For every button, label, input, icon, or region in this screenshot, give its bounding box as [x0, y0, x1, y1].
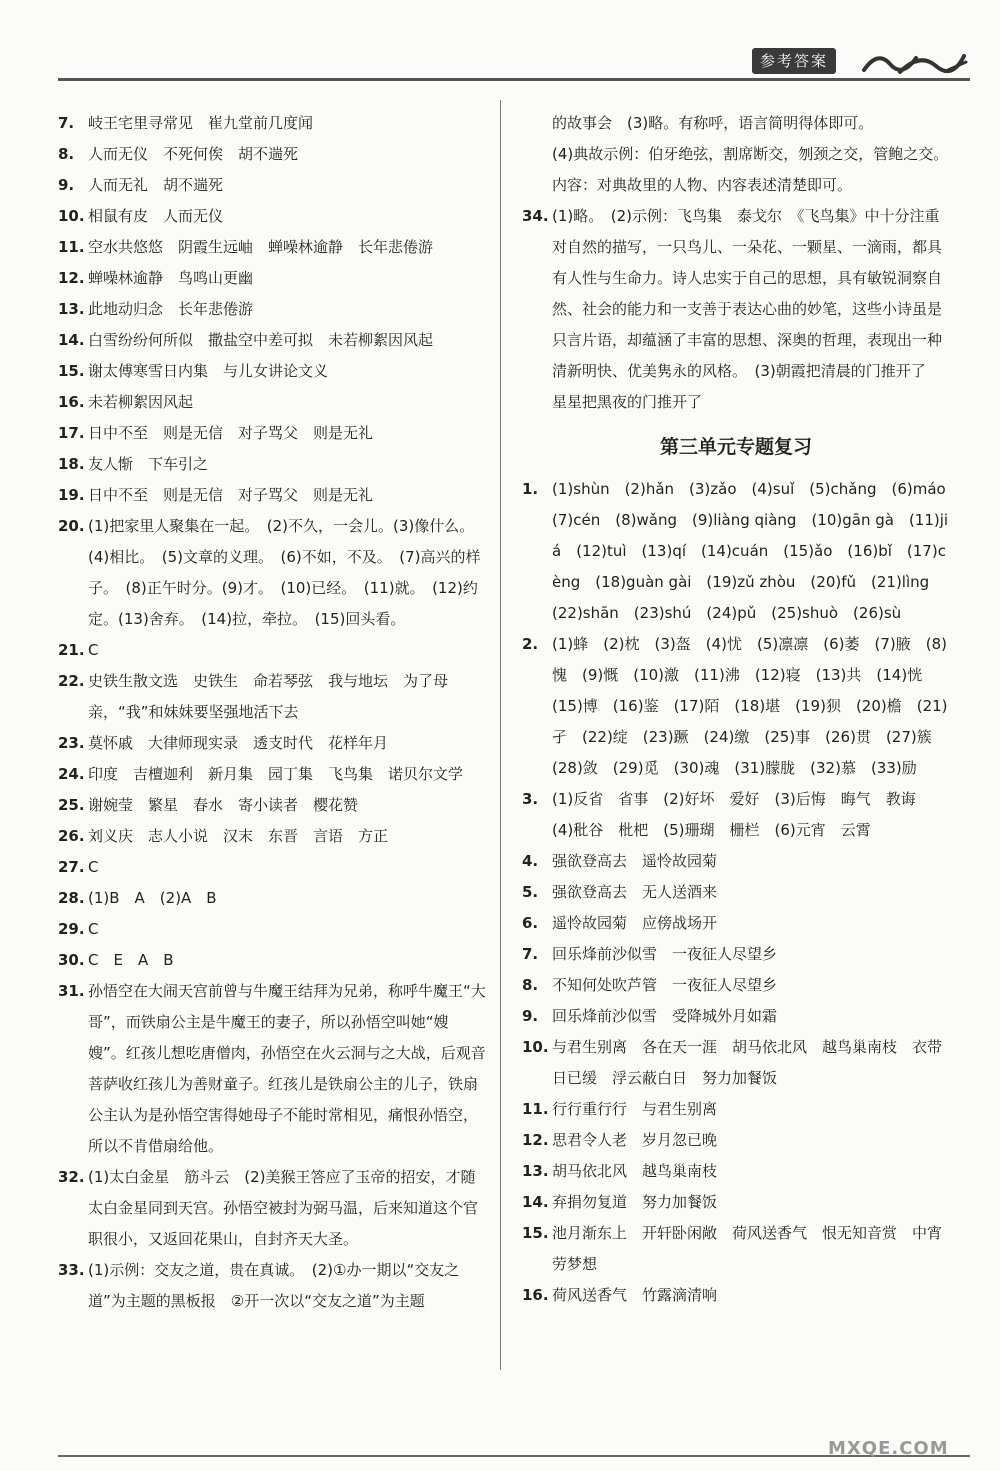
answer-text: 相鼠有皮 人而无仪 [88, 207, 224, 225]
answer-item [58, 976, 486, 1162]
answer-number: 5. [522, 883, 539, 901]
answer-text: (1)太白金星 筋斗云 (2)美猴王答应了玉帝的招安，才随太白金星同到天宫。孙悟空被封为弼马温，后来知道这个官职很小，又返回花果山，自封齐天大圣。 [88, 1168, 479, 1248]
answer-item [522, 784, 950, 846]
header-rule [58, 78, 970, 81]
answer-item [58, 945, 486, 976]
answer-item [58, 325, 486, 356]
right-column [522, 108, 961, 1311]
answer-text: 谢婉莹 繁星 春水 寄小读者 樱花赞 [88, 796, 359, 814]
answer-item [58, 852, 486, 883]
answer-text: (1)shùn (2)hǎn (3)zǎo (4)suǐ (5)chǎng (6)máo (7)cén (8)wǎng (9)liàng qiàng (10)gān gà (11)jiá (12)tuì (13)qí (14)cuán (15)ǎo (16)bǐ (17)cèng (18)guàn gài (19)zǔ zhòu (20)fǔ (21)lìng (22)shān (23)shú (24)pǔ (25)shuò (26)sù [552, 480, 961, 622]
answer-item [522, 629, 950, 784]
answer-item [522, 1094, 950, 1125]
answer-number: 16. [58, 393, 85, 411]
answer-number: 17. [58, 424, 85, 442]
answer-item [522, 1032, 950, 1094]
answer-item [522, 846, 950, 877]
answer-item [58, 821, 486, 852]
answer-number: 13. [522, 1162, 549, 1180]
answer-number: 23. [58, 734, 85, 752]
answer-text: 孙悟空在大闹天宫前曾与牛魔王结拜为兄弟，称呼牛魔王“大哥”，而铁扇公主是牛魔王的妻子，所以孙悟空叫她“嫂嫂”。红孩儿想吃唐僧肉，孙悟空在火云洞与之大战，后观音菩萨收红孩儿为善财童子。红孩儿是铁扇公主的儿子，铁扇公主认为是孙悟空害得她母子不能时常相见，痛恨孙悟空，所以不肯借扇给他。 [88, 982, 486, 1155]
answer-number [522, 108, 552, 139]
answer-number: 22. [58, 672, 85, 690]
answer-text: 友人惭 下车引之 [88, 455, 209, 473]
answer-number: 7. [58, 114, 75, 132]
answer-item [522, 1218, 950, 1280]
answer-text: 不知何处吹芦管 一夜征人尽望乡 [552, 976, 778, 994]
answer-number: 14. [58, 331, 85, 349]
answer-text: C [88, 641, 99, 659]
answer-item [58, 449, 486, 480]
answer-text: 荷风送香气 竹露滴清响 [552, 1286, 718, 1304]
answer-number: 33. [58, 1261, 85, 1279]
answer-text: C [88, 858, 99, 876]
answer-text: (4)典故示例：伯牙绝弦，割席断交，刎颈之交，管鲍之交。内容：对典故里的人物、内容表述清楚即可。 [552, 145, 949, 194]
answer-number: 11. [522, 1100, 549, 1118]
answer-number: 6. [522, 914, 539, 932]
answer-text: 行行重行行 与君生别离 [552, 1100, 718, 1118]
answer-item [522, 1187, 950, 1218]
answer-number [522, 139, 552, 201]
answer-item [58, 1255, 486, 1317]
answer-text: 白雪纷纷何所似 撒盐空中差可拟 未若柳絮因风起 [88, 331, 434, 349]
answer-text: 莫怀戚 大律师现实录 透支时代 花样年月 [88, 734, 389, 752]
right-items [522, 474, 961, 1311]
answer-item [58, 294, 486, 325]
answer-number: 8. [58, 145, 75, 163]
answer-item [522, 877, 950, 908]
brush-logo-icon [860, 44, 970, 78]
answer-item [58, 759, 486, 790]
answer-number: 11. [58, 238, 85, 256]
answer-number: 18. [58, 455, 85, 473]
answer-text: (1)示例：交友之道，贵在真诚。 (2)①办一期以“交友之道”为主题的黑板报 ②开一次以“交友之道”为主题 [88, 1261, 460, 1310]
answer-text: 岐王宅里寻常见 崔九堂前几度闻 [88, 114, 314, 132]
answer-text: 蝉噪林逾静 鸟鸣山更幽 [88, 269, 254, 287]
answer-item [522, 1001, 950, 1032]
answer-number: 21. [58, 641, 85, 659]
answer-item [58, 511, 486, 635]
answer-text: 池月渐东上 开轩卧闲敞 荷风送香气 恨无知音赏 中宵劳梦想 [552, 1224, 943, 1273]
answer-text: 遥怜故园菊 应傍战场开 [552, 914, 718, 932]
answer-number: 25. [58, 796, 85, 814]
answer-item [522, 908, 950, 939]
answer-text: 强欲登高去 无人送酒来 [552, 883, 718, 901]
answer-number: 29. [58, 920, 85, 938]
answer-number: 10. [58, 207, 85, 225]
answer-text: 与君生别离 各在天一涯 胡马依北风 越鸟巢南枝 衣带日已缓 浮云蔽白日 努力加餐饭 [552, 1038, 943, 1087]
answer-text: C [88, 920, 99, 938]
answer-text: 弃捐勿复道 努力加餐饭 [552, 1193, 718, 1211]
answer-text: 回乐烽前沙似雪 一夜征人尽望乡 [552, 945, 778, 963]
answer-text: C E A B [88, 951, 174, 969]
answer-text: 日中不至 则是无信 对子骂父 则是无礼 [88, 424, 374, 442]
answer-text: (1)略。 (2)示例：飞鸟集 泰戈尔 《飞鸟集》中十分注重对自然的描写，一只鸟儿、一朵花、一颗星、一滴雨，都具有人性与生命力。诗人忠实于自己的思想，具有敏锐洞察自然、社会的能力和一支善于表达心曲的妙笔，这些小诗虽是只言片语，却蕴涵了丰富的思想、深奥的哲理，表现出一种清新明快、优美隽永的风格。 (3)朝霞把清晨的门推开了 星星把黑夜的门推开了 [552, 207, 943, 411]
answer-number: 28. [58, 889, 85, 907]
answer-text: 史铁生散文选 史铁生 命若琴弦 我与地坛 为了母亲，“我”和妹妹要坚强地活下去 [88, 672, 449, 721]
answer-item [58, 883, 486, 914]
answer-item [58, 139, 486, 170]
answer-item [58, 387, 486, 418]
answer-number: 3. [522, 790, 539, 808]
answer-number: 8. [522, 976, 539, 994]
answer-item [58, 356, 486, 387]
answer-number: 32. [58, 1168, 85, 1186]
answer-number: 4. [522, 852, 539, 870]
answer-number: 27. [58, 858, 85, 876]
answer-item [58, 201, 486, 232]
answer-text: 回乐烽前沙似雪 受降城外月如霜 [552, 1007, 778, 1025]
answer-text: 的故事会 (3)略。有称呼，语言简明得体即可。 [552, 114, 874, 132]
answer-text: (1)蜂 (2)枕 (3)盔 (4)忧 (5)凛凛 (6)萎 (7)腋 (8)愧 (9)慨 (10)激 (11)沸 (12)寝 (13)共 (14)恍 (15)博 (16)鉴 (17)陌 (18)堪 (19)狈 (20)檐 (21)孑 (22)绽 (23)蹶 (24)缴 (25)事 (26)贯 (27)簇 (28)敛 (29)觅 (30)魂 (31)朦胧 (32)慕 (33)励 [552, 635, 948, 777]
answer-number: 15. [522, 1224, 549, 1242]
answer-number: 1. [522, 480, 539, 498]
answer-item [522, 201, 950, 418]
answer-item [58, 263, 486, 294]
answer-number: 24. [58, 765, 85, 783]
left-column [58, 108, 486, 1317]
answer-number: 20. [58, 517, 85, 535]
answer-number: 15. [58, 362, 85, 380]
answer-text: 胡马依北风 越鸟巢南枝 [552, 1162, 718, 1180]
answer-item [522, 1156, 950, 1187]
answer-number: 7. [522, 945, 539, 963]
answer-item [58, 635, 486, 666]
answer-number: 12. [58, 269, 85, 287]
answer-text: 人而无仪 不死何俟 胡不遄死 [88, 145, 299, 163]
answer-number: 9. [522, 1007, 539, 1025]
answer-item [522, 1125, 950, 1156]
answer-item [522, 970, 950, 1001]
answer-item [58, 480, 486, 511]
answer-item [58, 170, 486, 201]
answer-item [58, 1162, 486, 1255]
answer-item [58, 914, 486, 945]
answer-item [522, 474, 961, 629]
answer-number: 2. [522, 635, 539, 653]
answer-item [522, 1280, 950, 1311]
answer-item [58, 108, 486, 139]
answer-number: 10. [522, 1038, 549, 1056]
right-top-items [522, 108, 950, 418]
answer-item [522, 939, 950, 970]
answer-number: 19. [58, 486, 85, 504]
answer-text: (1)把家里人聚集在一起。 (2)不久，一会儿。(3)像什么。 (4)相比。 (5)文章的义理。 (6)不如，不及。 (7)高兴的样子。 (8)正午时分。(9)才。 (10)已经。 (11)就。 (12)约定。(13)舍弃。 (14)拉，牵拉。 (15)回头看。 [88, 517, 482, 628]
answer-text: 谢太傅寒雪日内集 与儿女讲论文义 [88, 362, 329, 380]
answer-item [58, 728, 486, 759]
answer-text: 强欲登高去 遥怜故园菊 [552, 852, 718, 870]
answer-number: 26. [58, 827, 85, 845]
answer-text: 刘义庆 志人小说 汉末 东晋 言语 方正 [88, 827, 389, 845]
answer-text: (1)反省 省事 (2)好坏 爱好 (3)后悔 晦气 教诲 (4)秕谷 枇杷 (5)珊瑚 栅栏 (6)元宵 云霄 [552, 790, 931, 839]
answer-text: 未若柳絮因风起 [88, 393, 194, 411]
answer-text: (1)B A (2)A B [88, 889, 217, 907]
answer-item [522, 108, 950, 139]
answer-text: 日中不至 则是无信 对子骂父 则是无礼 [88, 486, 374, 504]
section-title: 第三单元专题复习 [659, 436, 812, 458]
answer-text: 思君令人老 岁月忽已晚 [552, 1131, 718, 1149]
answer-item [522, 139, 950, 201]
answer-item [58, 666, 486, 728]
answer-number: 30. [58, 951, 85, 969]
answer-number: 9. [58, 176, 75, 194]
header-badge: 参考答案 [752, 48, 836, 74]
answer-text: 人而无礼 胡不遄死 [88, 176, 224, 194]
answer-number: 12. [522, 1131, 549, 1149]
answer-item [58, 232, 486, 263]
answer-number: 14. [522, 1193, 549, 1211]
answer-number: 16. [522, 1286, 549, 1304]
answer-item [58, 790, 486, 821]
column-divider [500, 100, 501, 1370]
answer-text: 空水共悠悠 阴霞生远岫 蝉噪林逾静 长年悲倦游 [88, 238, 434, 256]
answer-text: 印度 吉檀迦利 新月集 园丁集 飞鸟集 诺贝尔文学 [88, 765, 464, 783]
answer-item [58, 418, 486, 449]
footer-watermark: MXQE.COM [828, 1438, 949, 1459]
answer-number: 34. [522, 207, 549, 225]
answer-number: 31. [58, 982, 85, 1000]
answer-number: 13. [58, 300, 85, 318]
answer-text: 此地动归念 长年悲倦游 [88, 300, 254, 318]
